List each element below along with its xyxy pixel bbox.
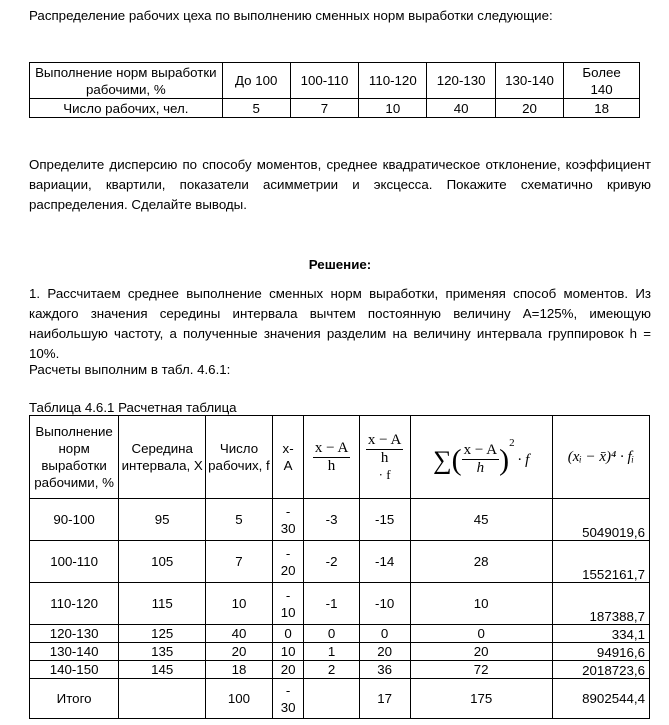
table-row: 120-130 125 40 0 0 0 0 334,1 bbox=[30, 625, 650, 643]
step1-text: 1. Рассчитаем среднее выполнение сменных норм выработки, применяя способ моментов. Из каждого значения середины интервала вычтем постоянную величину А=125%, имеющую наибольшую частоту, а полученные значения разделим на величину интервала группировок h = 10%. bbox=[29, 286, 651, 361]
interval-cell: 120-130 bbox=[427, 63, 495, 99]
intro-text: Распределение рабочих цеха по выполнению сменных норм выработки следующие: bbox=[29, 8, 553, 23]
count-cell: 40 bbox=[427, 99, 495, 118]
count-cell: 7 bbox=[290, 99, 358, 118]
table-row: 130-140 135 20 10 1 20 20 94916,6 bbox=[30, 643, 650, 661]
task-text: Определите дисперсию по способу моментов, среднее квадратическое отклонение, коэффициент вариации, квартили, показатели асимметрии и эксцесса. Покажите схематично кривую распределения. Сделайте выводы. bbox=[29, 157, 651, 212]
interval-cell: Более 140 bbox=[564, 63, 640, 99]
row-label: Число рабочих, чел. bbox=[30, 99, 223, 118]
header-mid: Середина интервала, X bbox=[119, 416, 206, 499]
sigma-icon: ∑ bbox=[433, 444, 452, 474]
table-row: 140-150 145 18 20 2 36 72 2018723,6 bbox=[30, 661, 650, 679]
calc-note: Расчеты выполним в табл. 4.6.1: bbox=[29, 362, 231, 377]
count-cell: 20 bbox=[495, 99, 563, 118]
header-d4f: (xᵢ − x̄)⁴ · fᵢ bbox=[552, 416, 649, 499]
header-label: Выполнение норм выработки рабочими, % bbox=[30, 63, 223, 99]
total-row: Итого 100 - 30 17 175 8902544,4 bbox=[30, 679, 650, 719]
header-u2f: ∑( $\frac{x - A}{h}$ )$^2$· f bbox=[410, 416, 552, 499]
distribution-table bbox=[29, 62, 640, 118]
solution-title: Решение: bbox=[308, 257, 372, 272]
table-row: 110-120 115 10 - 10 -1 -10 10 187388,7 bbox=[30, 583, 650, 625]
table-caption: Таблица 4.6.1 Расчетная таблица bbox=[29, 400, 237, 415]
interval-cell: До 100 bbox=[222, 63, 290, 99]
count-cell: 18 bbox=[564, 99, 640, 118]
fraction-u2f: $\frac{x - A}{h}$ bbox=[463, 442, 498, 477]
header-xa bbox=[272, 416, 304, 499]
header-interval: Выполнение норм выработки рабочими, % bbox=[30, 416, 119, 499]
header-xa-bottom: А bbox=[283, 458, 293, 473]
interval-cell: 110-120 bbox=[359, 63, 427, 99]
fraction-uf: $\frac{x - A}{h}$ bbox=[367, 431, 402, 466]
header-u bbox=[304, 416, 359, 499]
calc-table bbox=[29, 415, 650, 719]
header-xa-top: х- bbox=[282, 441, 294, 456]
table-row: 90-100 95 5 - 30 -3 -15 45 5049019,6 bbox=[30, 499, 650, 541]
fraction-u: $\frac{x - A}{h}$ bbox=[314, 439, 349, 474]
interval-cell: 130-140 bbox=[495, 63, 563, 99]
header-count: Число рабочих, f bbox=[206, 416, 273, 499]
count-cell: 5 bbox=[222, 99, 290, 118]
interval-cell: 100-110 bbox=[290, 63, 358, 99]
header-uf: $\frac{x - A}{h}$ · f bbox=[359, 416, 410, 499]
count-cell: 10 bbox=[359, 99, 427, 118]
table-row: 100-110 105 7 - 20 -2 -14 28 1552161,7 bbox=[30, 541, 650, 583]
